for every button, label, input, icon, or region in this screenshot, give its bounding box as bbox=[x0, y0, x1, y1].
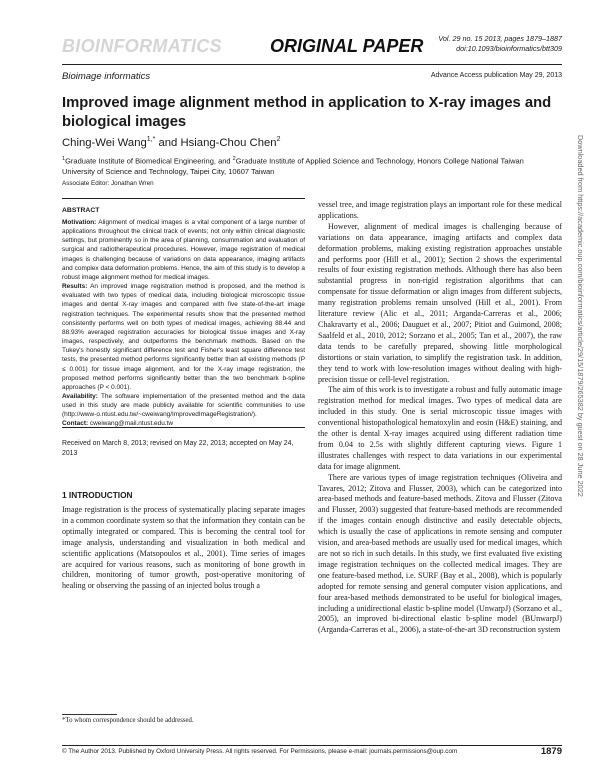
volume-line: Vol. 29 no. 15 2013, pages 1879–1887 bbox=[438, 34, 562, 43]
author-2-sup: 2 bbox=[276, 136, 281, 143]
affil-text-2: Graduate Institute of Applied Science and Technology, Honors College National Taiwan University of Science and Technology, Taipei City, 10607 Taiwan bbox=[62, 156, 524, 177]
access-date: Advance Access publication May 29, 2013 bbox=[430, 72, 562, 79]
right-paragraph-4: There are various types of image registration techniques (Oliveira and Tavares, 2012; Zitova and Flusser, 2003), which can be categorized into area-based methods and feature-based methods. Zitova and Flusser (Zitova and Flusser, 2003) suggested that feature-based methods are recommended if the images contain enough distinctive and easily detectable objects, which is usually the case of applications in remote sensing and computer vision, and area-based methods are usually used for medical images, which are not so rich in such details. In this study, we first evaluated five existing image registration techniques on the collected medical images. They are one feature-based method, i.e. SURF (Bay et al., 2008), which is popularly adopted for remote sensing and general computer vision applications, and four area-based methods demonstrated to be useful for biological images, including a unidirectional elastic b-spline model (UnwarpJ) (Sorzano et al., 2005), an improved bi-directional elastic b-spline model (BUnwarpJ) (Arganda-Carreras et al., 2006), a state-of-the-art 3D reconstruction system bbox=[318, 472, 562, 635]
abstract-heading: ABSTRACT bbox=[62, 207, 100, 214]
paper-title: Improved image alignment method in application to X-ray images and biological images bbox=[62, 95, 552, 130]
affiliation bbox=[62, 154, 532, 178]
abstract-results bbox=[62, 282, 305, 392]
authors-and: and bbox=[155, 136, 181, 149]
journal-header bbox=[62, 34, 562, 60]
authors bbox=[62, 136, 562, 149]
abstract-motivation bbox=[62, 218, 305, 282]
results-label: Results: bbox=[62, 283, 88, 291]
availability-text[interactable]: The software implementation of the presented method and the data used in this study are made publicly available for scientific communities to use (http://www-o.ntust.edu.tw/~cweiwang/ImprovedImageRegistration/). bbox=[62, 392, 305, 419]
download-watermark: Downloaded from https://academic.oup.com/bioinformatics/article/29/15/1879/265382 by guest on 28 June 2022 bbox=[576, 135, 585, 497]
contact-label: Contact: bbox=[62, 420, 89, 428]
affil-sup-1: 1 bbox=[62, 156, 66, 162]
associate-editor: Associate Editor: Jonathan Wren bbox=[62, 180, 154, 187]
author-2: Hsiang-Chou Chen bbox=[180, 136, 277, 149]
introduction-text: Image registration is the process of systematically placing separate images in a common coordinate system so that the information they contain can be optimally integrated or compared. This is becoming the central tool for image analysis, understanding and visualization in both medical and scientific applications (Matsopoulos et al., 2001). Time series of images are acquired for various reasons, such as monitoring of bone growth in children, monitoring of tumor growth, post-operative monitoring of healing or observing the passing of an injected bolus trough a bbox=[62, 505, 305, 591]
motivation-text: Alignment of medical images is a vital component of a large number of applications throughout the clinical track of events; not only within clinical diagnostic settings, but prominently so in the area of planning, consummation and evaluation of surgical and radiotherapeutical procedures. However, image registration of medical images is challenging because of variations on data appearance, imaging artifacts and complex data deformation problems. Hence, the aim of this study is to develop a robust image alignment method for medical images. bbox=[62, 219, 305, 281]
header-rule bbox=[62, 64, 562, 65]
received-dates: Received on March 8, 2013; revised on May 22, 2013; accepted on May 24, 2013 bbox=[62, 440, 294, 457]
right-column bbox=[318, 200, 562, 636]
contact-email[interactable]: cweiwang@mail.ntust.edu.tw bbox=[88, 420, 174, 428]
introduction-heading: 1 INTRODUCTION bbox=[62, 490, 133, 500]
journal-name: BIOINFORMATICS bbox=[62, 36, 222, 56]
footnote-rule bbox=[62, 714, 117, 715]
page-number: 1879 bbox=[540, 746, 562, 757]
author-1-sup: 1,* bbox=[146, 136, 156, 143]
availability-label: Availability: bbox=[62, 392, 98, 400]
footnote: *To whom correspondence should be addressed. bbox=[62, 717, 194, 724]
doi-line[interactable]: doi:10.1093/bioinformatics/btt309 bbox=[456, 43, 562, 53]
motivation-label: Motivation: bbox=[62, 219, 97, 226]
abstract bbox=[62, 198, 305, 428]
affil-text-1: Graduate Institute of Biomedical Engineering, and bbox=[65, 156, 233, 166]
paper-type: ORIGINAL PAPER bbox=[270, 36, 424, 56]
abstract-availability bbox=[62, 392, 305, 419]
right-paragraph-3: The aim of this work is to investigate a robust and fully automatic image registration method for medical images. Two types of medical data are included in this study. One is serial microscopic tissue images with conventional histopathological hematoxylin and eosin (H&E) staining, and the other is dental X-ray images acquired using different radiation time from 0.04 to 2.5s with slightly different capturing views. Figure 1 illustrates challenges with respect to data variations in our experimental data for image alignment. bbox=[318, 385, 562, 471]
affil-sup-2: 2 bbox=[232, 156, 236, 162]
footer-rule bbox=[62, 745, 562, 746]
abstract-contact bbox=[62, 419, 305, 428]
right-paragraph-2: However, alignment of medical images is challenging because of variations on data appearance, imaging artifacts and complex data deformation problems, making existing registration approaches unstable and performs poor (Hill et al., 2001); Section 2 shows the experimental results of four existing registration methods. Although there has also been substantial progress in non-rigid registration algorithms that can compensate for tissue deformation or align images from different subjects, many registration problems remain unsolved (Hill et al., 2001). From literature review (Alic et al., 2011; Arganda-Carreras et al., 2006; Chakravarty et al., 2006; Dauguet et al., 2007; Pitiot and Guimond, 2008; Saalfeld et al., 2010, 2012; Sorzano et al., 2005; Tan et al., 2007), the raw data tends to be carefully prepared, showing little morphological distortions or stain variation, to simplify the registration task. In addition, they tend to work with low-resolution images without dealing with high-precision tissue or cell-level registration. bbox=[318, 221, 562, 384]
section-line bbox=[62, 71, 562, 83]
results-text: An improved image registration method is proposed, and the method is evaluated with two types of medical data, including biological microscopic tissue images and dental X-ray images and compared with five state-of-the-art image registration techniques. The experimental results show that the presented method consistently performs well on both types of medical images, achieving 88.44 and 88.93% averaged registration accuracies for biological tissue images and X-ray images, respectively, and outperforms the benchmark methods. Based on the Tukey's honestly significant difference test and Fisher's least square difference test tests, the presented method performs significantly better than all existing methods (P ≤ 0.001) for tissue image alignment, and for the X-ray image registration, the proposed method performs significantly better than the two benchmark b-spline approaches (P < 0.001). bbox=[62, 283, 305, 391]
volume-info bbox=[412, 34, 562, 53]
author-1: Ching-Wei Wang bbox=[62, 136, 147, 149]
copyright: © The Author 2013. Published by Oxford University Press. All rights reserved. For Permissions, please e-mail: journals.permissions@oup.com bbox=[62, 748, 458, 755]
section-name: Bioimage informatics bbox=[62, 71, 151, 82]
right-paragraph-1: vessel tree, and image registration plays an important role for these medical applications. bbox=[318, 200, 562, 220]
